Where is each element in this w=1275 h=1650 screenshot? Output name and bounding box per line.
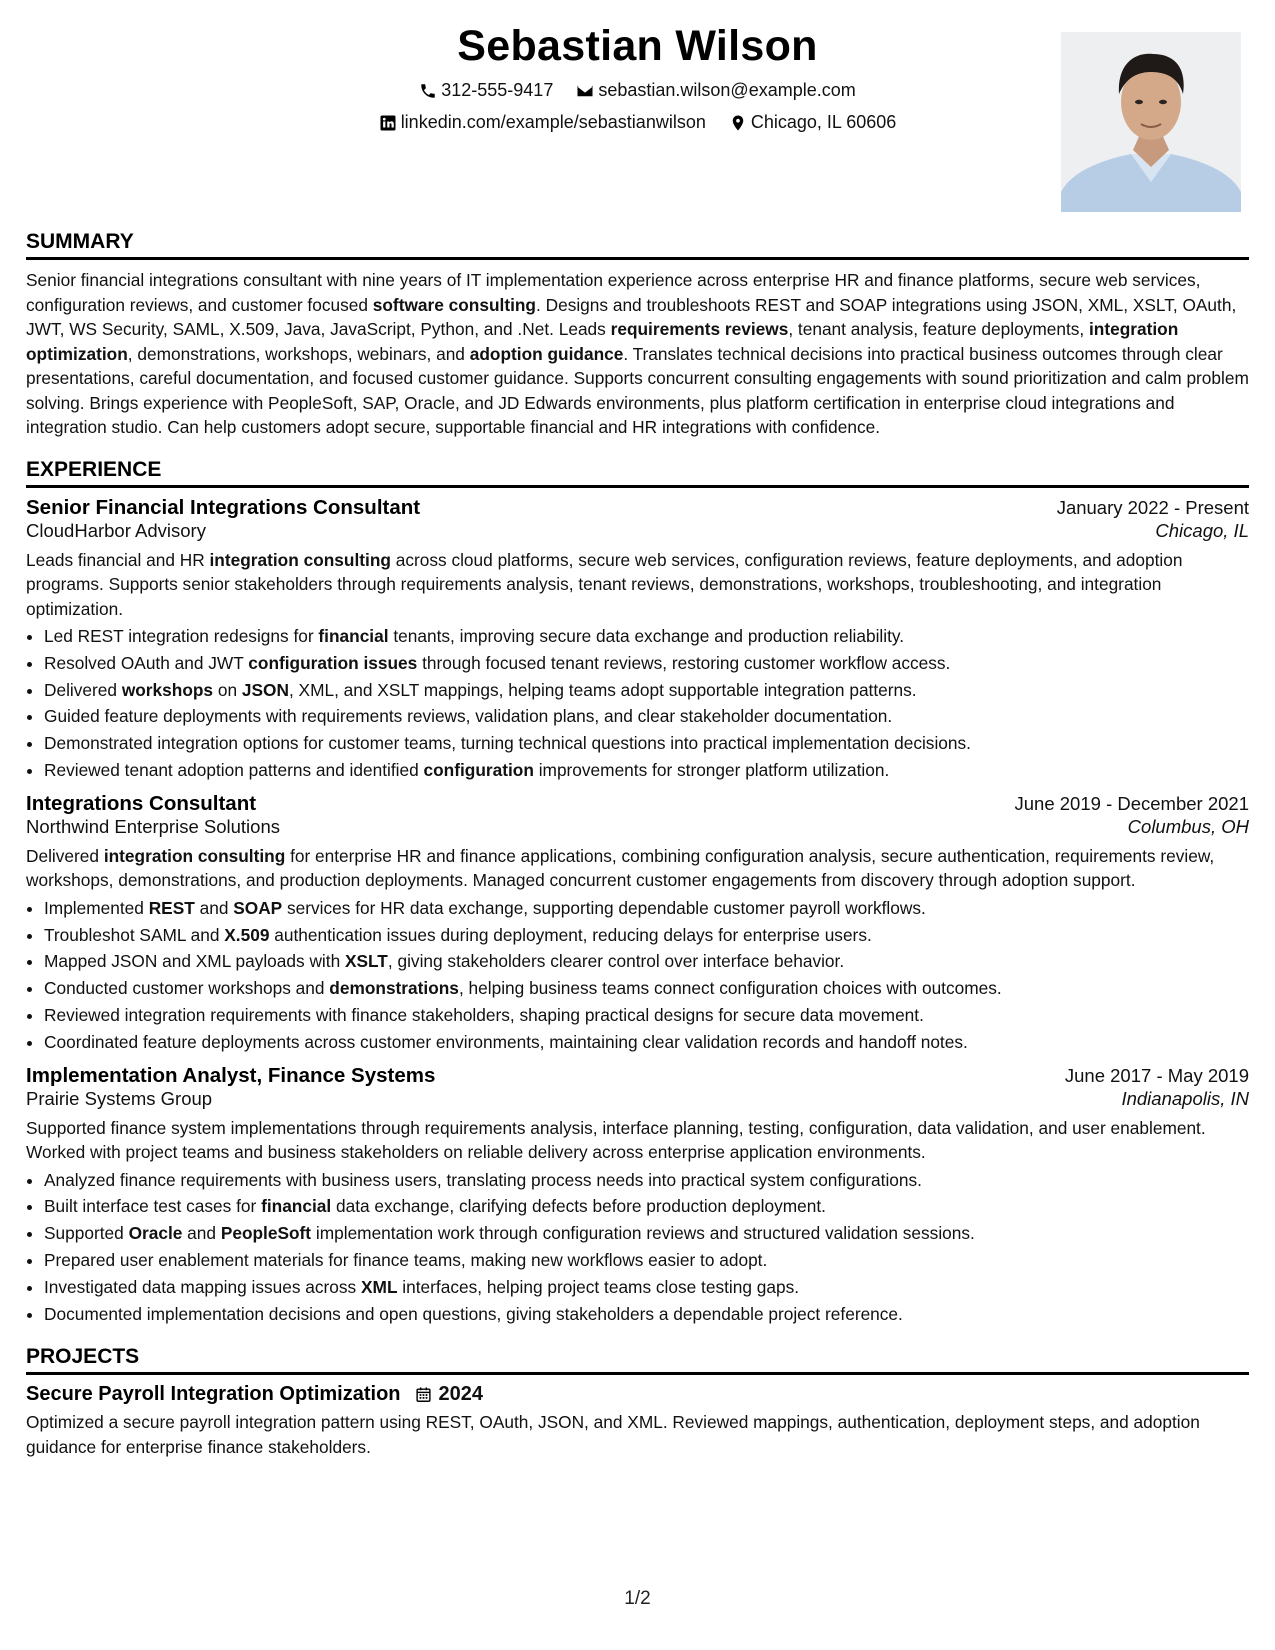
job-dates: June 2017 - May 2019 — [1064, 1064, 1249, 1086]
emphasis-text: PeopleSoft — [220, 1223, 312, 1244]
project-title: Secure Payroll Integration Optimization — [26, 1383, 401, 1406]
job-entry — [26, 792, 1249, 1056]
linkedin-contact[interactable] — [379, 112, 706, 133]
emphasis-text: demonstrations — [329, 978, 459, 999]
emphasis-text: financial — [318, 626, 389, 646]
experience-section — [26, 458, 1249, 1328]
bullet-item: • Led REST integration redesigns for financial tenants, improving secure data exchange and production reliability. — [44, 623, 1249, 650]
phone-number: 312-555-9417 — [441, 80, 554, 100]
job-location: Indianapolis, IN — [1121, 1087, 1249, 1109]
job-location: Columbus, OH — [1127, 815, 1249, 837]
bullet-item: • Analyzed finance requirements with business users, translating process needs into practical system configurations. — [44, 1167, 1249, 1194]
map-pin-icon — [729, 114, 747, 132]
bullet-item: • Guided feature deployments with requirements reviews, validation plans, and clear stakeholder documentation. — [44, 703, 1249, 730]
bullet-item: • Resolved OAuth and JWT configuration issues through focused tenant reviews, restoring customer workflow access. — [44, 650, 1249, 677]
job-entry — [26, 1064, 1249, 1328]
bullet-item: • Reviewed integration requirements with finance stakeholders, shaping practical designs for secure data movement. — [44, 1002, 1249, 1029]
linkedin-icon — [379, 114, 397, 132]
email-address[interactable]: sebastian.wilson@example.com — [598, 80, 856, 100]
job-bullets — [26, 623, 1249, 784]
bullet-item: • Implemented REST and SOAP services for HR data exchange, supporting dependable customer payroll workflows. — [44, 895, 1249, 922]
bullet-item: • Documented implementation decisions and open questions, giving stakeholders a dependable project reference. — [44, 1301, 1249, 1328]
job-location: Chicago, IL — [1155, 519, 1249, 541]
company-name: CloudHarbor Advisory — [26, 519, 206, 541]
company-name: Northwind Enterprise Solutions — [26, 815, 280, 837]
phone-contact — [419, 80, 553, 101]
emphasis-text: software consulting — [372, 294, 536, 315]
emphasis-text: requirements reviews — [610, 319, 789, 339]
emphasis-text: integration consulting — [209, 549, 391, 570]
candidate-name: Sebastian Wilson — [457, 22, 818, 70]
job-entry — [26, 496, 1249, 784]
summary-text: Senior financial integrations consultant with nine years of IT implementation experience across enterprise HR and finance platforms, secure web services, configuration reviews, and customer focused software consulting. Designs and troubleshoots REST and SOAP integrations using JSON, XML, XSLT, OAuth, JWT, WS Security, SAML, X.509, Java, JavaScript, Python, and .Net. Leads requirements reviews, tenant analysis, feature deployments, integration optimization, demonstrations, workshops, webinars, and adoption guidance. Translates technical decisions into practical business outcomes through clear presentations, careful documentation, and focused customer guidance. Supports concurrent consulting engagements with sound prioritization and calm problem solving. Brings experience with PeopleSoft, SAP, Oracle, and JD Edwards environments, plus platform certification in enterprise cloud integrations and integration studio. Can help customers adopt secure, supportable financial and HR integrations with confidence. — [26, 270, 1249, 437]
project-entry — [26, 1383, 1249, 1459]
location-text: Chicago, IL 60606 — [750, 112, 897, 132]
job-title: Implementation Analyst, Finance Systems — [26, 1063, 436, 1087]
job-description: Supported finance system implementations through requirements analysis, interface planning, testing, configuration, data validation, and user enablement. Worked with project teams and business stakeholders on reliable delivery across enterprise application environments. — [26, 1117, 1206, 1163]
bullet-item: • Demonstrated integration options for customer teams, turning technical questions into practical implementation decisions. — [44, 730, 1249, 757]
calendar-icon — [415, 1386, 432, 1403]
job-description: Delivered integration consulting for enterprise HR and finance applications, combining configuration analysis, secure authentication, requirements review, workshops, demonstrations, and production deployments. Managed concurrent customer engagements from discovery through adoption support. — [26, 845, 1215, 891]
email-contact[interactable] — [576, 80, 855, 101]
experience-heading: EXPERIENCE — [26, 458, 1249, 488]
emphasis-text: XML — [361, 1276, 398, 1297]
bullet-item: • Conducted customer workshops and demonstrations, helping business teams connect configuration choices with outcomes. — [44, 975, 1249, 1002]
linkedin-url[interactable]: linkedin.com/example/sebastianwilson — [400, 112, 706, 132]
job-dates: June 2019 - December 2021 — [1014, 792, 1249, 814]
profile-photo — [1061, 32, 1241, 212]
emphasis-text: Oracle — [128, 1223, 183, 1244]
bullet-item: • Delivered workshops on JSON, XML, and XSLT mappings, helping teams adopt supportable integration patterns. — [44, 677, 1249, 704]
emphasis-text: configuration — [423, 759, 534, 780]
envelope-icon — [576, 82, 594, 100]
emphasis-text: REST — [148, 897, 195, 918]
bullet-item: • Coordinated feature deployments across customer environments, maintaining clear validation records and handoff notes. — [44, 1029, 1249, 1056]
job-description: Leads financial and HR integration consulting across cloud platforms, secure web services, configuration reviews, feature deployments, and adoption programs. Supports senior stakeholders through requirements analysis, tenant reviews, demonstrations, workshops, troubleshooting, and integration optimization. — [26, 549, 1183, 619]
job-title: Integrations Consultant — [26, 791, 257, 815]
emphasis-text: financial — [261, 1196, 332, 1217]
emphasis-text: XSLT — [344, 951, 388, 972]
projects-section — [26, 1345, 1249, 1459]
project-description: Optimized a secure payroll integration pattern using REST, OAuth, JSON, and XML. Reviewed mappings, authentication, deployment steps, and adoption guidance for enterprise finance stakeholders. — [26, 1412, 1200, 1457]
summary-heading: SUMMARY — [26, 230, 1249, 260]
phone-icon — [419, 82, 437, 100]
emphasis-text: integration optimization — [26, 319, 1179, 364]
resume-page — [26, 0, 1249, 1459]
emphasis-text: configuration issues — [248, 652, 418, 673]
project-year: 2024 — [438, 1383, 484, 1406]
bullet-item: • Investigated data mapping issues across XML interfaces, helping project teams close testing gaps. — [44, 1274, 1249, 1301]
bullet-item: • Reviewed tenant adoption patterns and identified configuration improvements for stronger platform utilization. — [44, 757, 1249, 784]
job-title: Senior Financial Integrations Consultant — [26, 495, 421, 519]
emphasis-text: adoption guidance — [469, 343, 624, 364]
project-date — [415, 1383, 484, 1406]
bullet-item: • Prepared user enablement materials for finance teams, making new workflows easier to adopt. — [44, 1247, 1249, 1274]
projects-heading: PROJECTS — [26, 1345, 1249, 1375]
bullet-item: • Built interface test cases for financial data exchange, clarifying defects before production deployment. — [44, 1193, 1249, 1220]
location-contact — [729, 112, 896, 133]
job-bullets — [26, 1167, 1249, 1328]
bullet-item: • Mapped JSON and XML payloads with XSLT, giving stakeholders clearer control over interface behavior. — [44, 948, 1249, 975]
job-bullets — [26, 895, 1249, 1056]
bullet-item: • Troubleshot SAML and X.509 authentication issues during deployment, reducing delays for enterprise users. — [44, 922, 1249, 949]
resume-header — [26, 0, 1249, 230]
job-dates: January 2022 - Present — [1056, 496, 1249, 518]
emphasis-text: X.509 — [224, 924, 270, 945]
company-name: Prairie Systems Group — [26, 1087, 213, 1109]
summary-section — [26, 230, 1249, 440]
emphasis-text: SOAP — [233, 897, 283, 918]
emphasis-text: JSON — [241, 679, 289, 700]
page-number: 1/2 — [624, 1588, 651, 1609]
bullet-item: • Supported Oracle and PeopleSoft implementation work through configuration reviews and structured validation sessions. — [44, 1220, 1249, 1247]
emphasis-text: workshops — [121, 679, 214, 700]
emphasis-text: integration consulting — [103, 845, 286, 866]
